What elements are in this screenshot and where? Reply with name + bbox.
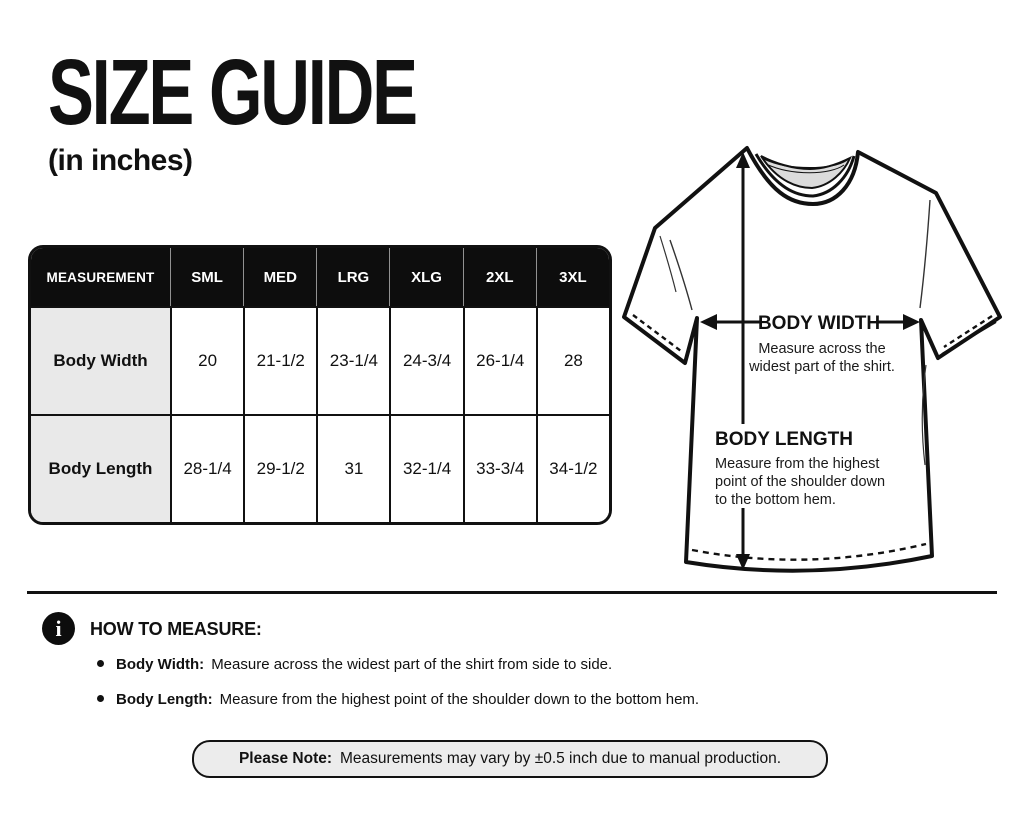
row-label-body-length: Body Length [31, 414, 170, 522]
bullet-icon [97, 660, 104, 667]
bullet-icon [97, 695, 104, 702]
body-length-desc-line3: to the bottom hem. [715, 492, 836, 508]
body-width-xlg: 24-3/4 [389, 306, 462, 414]
column-header-3xl: 3XL [536, 248, 609, 306]
column-header-sml: SML [170, 248, 243, 306]
body-length-med: 29-1/2 [243, 414, 316, 522]
please-note-box [192, 740, 828, 778]
note-label: Please Note: [238, 750, 333, 767]
body-width-sml: 20 [170, 306, 243, 414]
body-width-desc-line1: Measure across the [758, 341, 886, 357]
measure-item-label: Body Width: [116, 656, 205, 673]
measure-item-body-width [97, 656, 612, 673]
info-icon [42, 612, 75, 645]
column-header-xlg: XLG [389, 248, 462, 306]
body-length-xlg: 32-1/4 [389, 414, 462, 522]
how-to-measure-heading: HOW TO MEASURE: [90, 619, 262, 639]
info-icon-glyph: i [55, 615, 62, 641]
measure-item-text: Measure from the highest point of the shoulder down to the bottom hem. [219, 691, 700, 708]
row-label-body-width: Body Width [31, 306, 170, 414]
column-header-2xl: 2XL [463, 248, 536, 306]
size-table [28, 245, 612, 525]
body-length-label: BODY LENGTH [715, 429, 853, 450]
body-width-3xl: 28 [536, 306, 609, 414]
body-width-lrg: 23-1/4 [316, 306, 389, 414]
body-length-desc-line2: point of the shoulder down [715, 474, 886, 490]
body-length-desc-line1: Measure from the highest [715, 456, 880, 472]
page-title: SIZE GUIDE [48, 40, 416, 144]
body-width-med: 21-1/2 [243, 306, 316, 414]
body-width-desc-line2: widest part of the shirt. [749, 359, 895, 375]
measure-item-body-length [97, 691, 699, 708]
tshirt-illustration-icon [608, 140, 1018, 595]
column-header-med: MED [243, 248, 316, 306]
body-length-3xl: 34-1/2 [536, 414, 609, 522]
body-length-lrg: 31 [316, 414, 389, 522]
column-header-lrg: LRG [316, 248, 389, 306]
note-text: Measurements may vary by ±0.5 inch due to manual production. [340, 750, 782, 767]
measure-item-label: Body Length: [116, 691, 213, 708]
column-header-measurement: MEASUREMENT [31, 248, 170, 306]
tshirt-diagram [608, 140, 1018, 595]
body-width-2xl: 26-1/4 [463, 306, 536, 414]
page-subtitle: (in inches) [48, 143, 193, 177]
measure-item-text: Measure across the widest part of the shirt from side to side. [211, 656, 613, 673]
section-divider [27, 591, 997, 594]
title-block [48, 40, 545, 178]
body-length-2xl: 33-3/4 [463, 414, 536, 522]
body-length-sml: 28-1/4 [170, 414, 243, 522]
body-width-label: BODY WIDTH [757, 313, 881, 334]
